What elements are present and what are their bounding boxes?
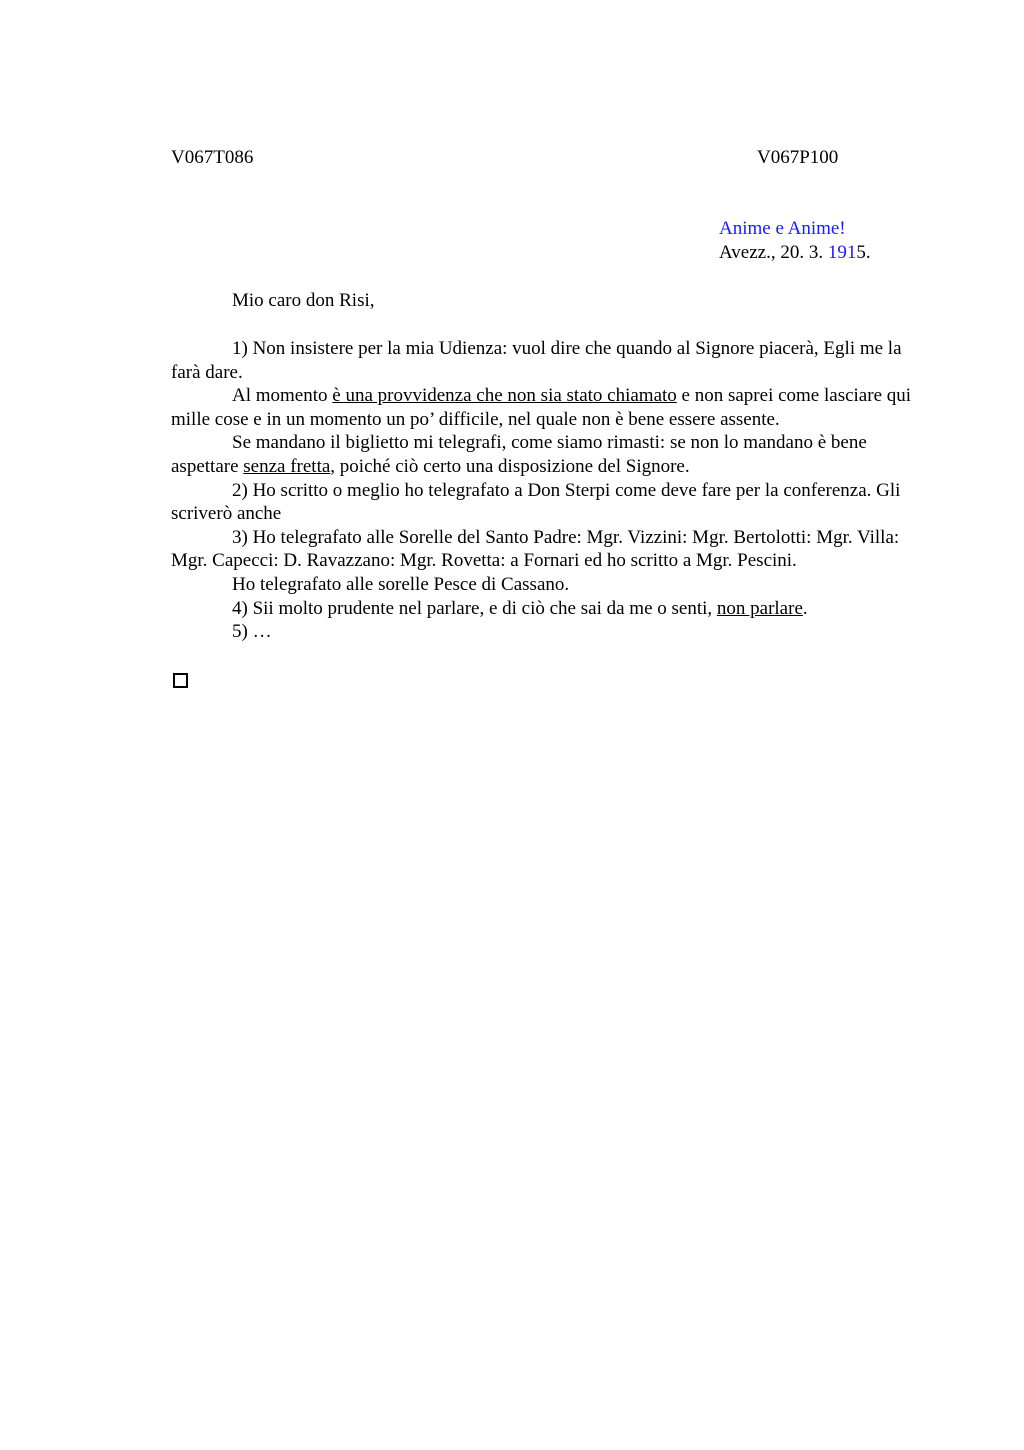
p3-text-b: , poiché ciò certo una disposizione del Signore. [330,455,690,477]
paragraph-1: 1) Non insistere per la mia Udienza: vuol dire che quando al Signore piacerà, Egli me la farà dare. [171,338,902,383]
p7-text-b: . [802,597,808,619]
paragraph-2 [171,384,931,431]
letter-title: Anime e Anime! [719,218,846,239]
p7-underlined: non parlare [716,597,803,619]
paragraph-6: Ho telegrafato alle sorelle Pesce di Cassano. [232,573,570,595]
p7-text-a: 4) Sii molto prudente nel parlare, e di ciò che sai da me o senti, [232,597,717,619]
p2-underlined: è una provvidenza che non sia stato chiamato [332,385,677,407]
end-of-document-box-icon [173,673,188,688]
paragraph-4: 2) Ho scritto o meglio ho telegrafato a Don Sterpi come deve fare per la conferenza. Gli scriverò anche [171,479,901,525]
paragraph-7 [171,597,931,621]
letter-salutation: Mio caro don Risi, [232,290,375,311]
date-prefix: Avezz., 20. 3. [719,242,828,263]
p2-text-a: Al momento [232,385,333,407]
paragraph-5: 3) Ho telegrafato alle Sorelle del Santo Padre: Mgr. Vizzini: Mgr. Bertolotti: Mgr. Villa: Mgr. Capecci: D. Ravazzano: Mgr. Rovetta: a Fornari ed ho scritto a Mgr. Pescini. [171,526,900,572]
letter-body [171,337,931,644]
letter-date [719,241,871,265]
p3-underlined: senza fretta [243,455,331,477]
document-code-left: V067T086 [171,147,254,168]
date-suffix: 5. [856,242,871,263]
date-year-highlight: 191 [827,242,857,263]
paragraph-8: 5) … [232,621,272,643]
document-code-right: V067P100 [757,147,839,168]
p3-text-a: Se mandano il biglietto mi telegrafi, come siamo rimasti: se non lo mandano è bene aspettare [171,432,867,477]
paragraph-3 [171,431,931,478]
letter-heading [719,217,871,265]
p2-text-b: e non saprei come lasciare qui mille cose e in un momento un po’ difficile, nel quale non è bene essere assente. [171,385,912,430]
